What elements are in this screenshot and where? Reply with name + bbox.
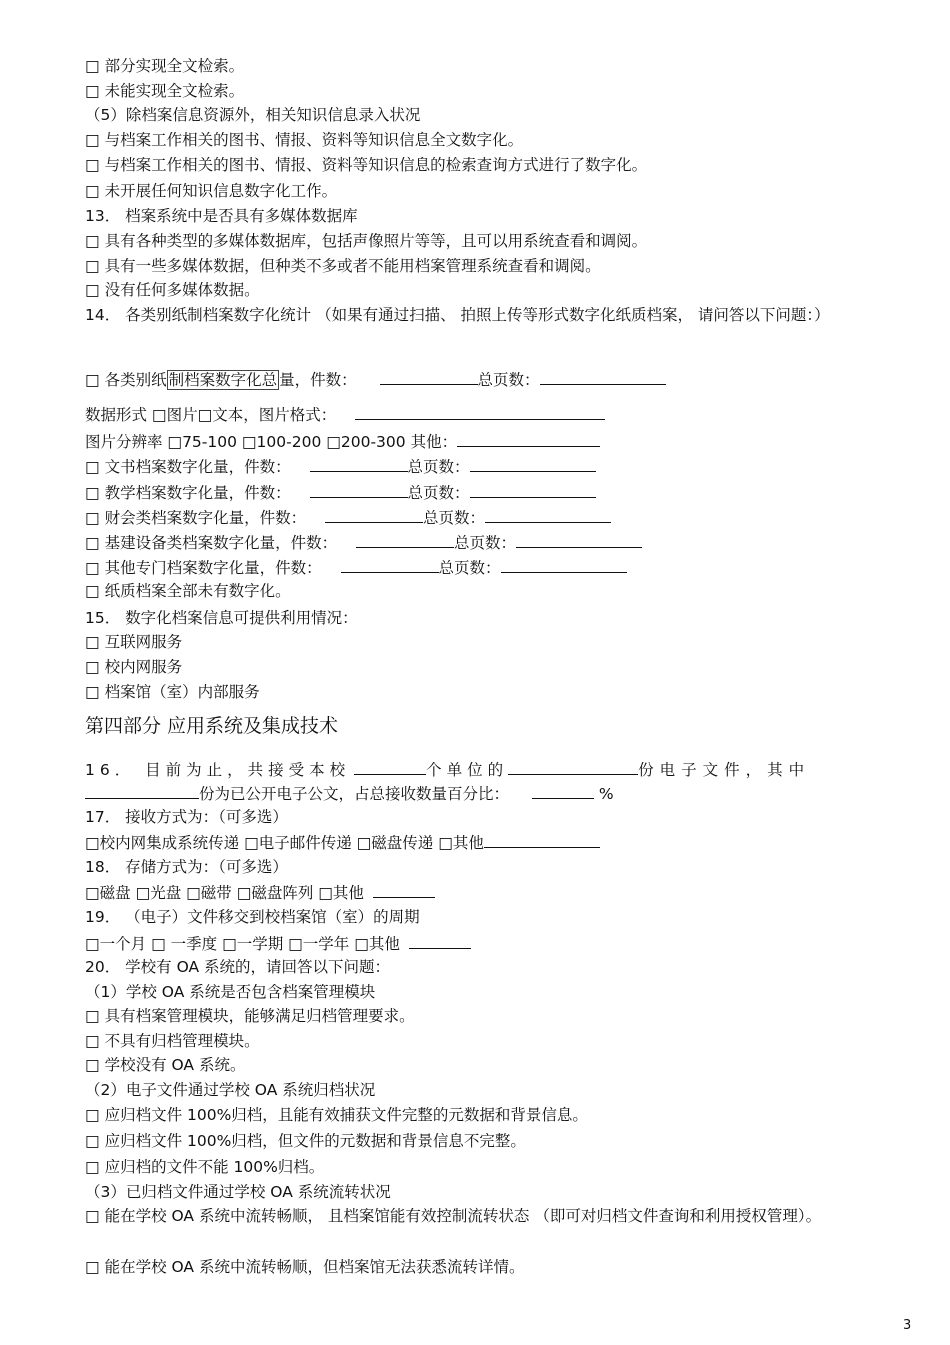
storage-options-row (85, 881, 435, 903)
subquestion-5: （5）除档案信息资源外，相关知识信息录入状况 (85, 106, 421, 124)
fin-count-blank[interactable] (325, 506, 423, 523)
pages-label: 总页数： (477, 371, 540, 389)
con-pages-label: 总页数： (454, 534, 517, 552)
data-form-row (85, 403, 605, 425)
option-intranet: □ 校内网服务 (85, 658, 183, 676)
q16-text-3: 份电子文件，其中 (638, 761, 811, 779)
option-multimedia-some: □ 具有一些多媒体数据，但种类不多或者不能用档案管理系统查看和调阅。 (85, 257, 601, 275)
option-has-module: □ 具有档案管理模块，能够满足归档管理要求。 (85, 1007, 415, 1025)
resolution-row (85, 430, 600, 452)
resolution-other-blank[interactable] (457, 430, 600, 447)
finance-archive-label: □ 财会类档案数字化量，件数： (85, 509, 307, 527)
option-flow-uncontrolled: □ 能在学校 OA 系统中流转畅顺，但档案馆无法获悉流转详情。 (85, 1258, 525, 1276)
question-16-cont (85, 782, 614, 804)
option-partial-archive: □ 应归档的文件不能 100%归档。 (85, 1158, 325, 1176)
other-archive-row (85, 556, 627, 578)
question-17: 17． 接收方式为：（可多选） (85, 808, 288, 826)
option-knowledge-fulltext: □ 与档案工作相关的图书、情报、资料等知识信息全文数字化。 (85, 131, 524, 149)
unit-count-blank[interactable] (354, 758, 426, 775)
total-label-1: □ 各类别纸 (85, 371, 167, 389)
storage-other-blank[interactable] (373, 881, 435, 898)
resolution-label: 图片分辨率 □75-100 □100-200 □200-300 其他： (85, 433, 458, 451)
file-count-blank[interactable] (508, 758, 638, 775)
question-13: 13． 档案系统中是否具有多媒体数据库 (85, 207, 358, 225)
period-other-blank[interactable] (409, 932, 471, 949)
doc-count-blank[interactable] (310, 455, 408, 472)
option-multimedia-full: □ 具有各种类型的多媒体数据库，包括声像照片等等，且可以用系统查看和调阅。 (85, 232, 648, 250)
subquestion-20-1: （1）学校 OA 系统是否包含档案管理模块 (85, 983, 376, 1001)
teaching-archive-label: □ 教学档案数字化量，件数： (85, 484, 291, 502)
question-14: 14． 各类别纸制档案数字化统计 （如果有通过扫描、 拍照上传等形式数字化纸质档案， 请问答以下问题：） (85, 306, 830, 324)
question-19: 19． （电子）文件移交到校档案馆（室）的周期 (85, 908, 420, 926)
percent-blank[interactable] (532, 782, 594, 799)
receive-other-blank[interactable] (484, 831, 600, 848)
option-no-module: □ 不具有归档管理模块。 (85, 1032, 260, 1050)
teach-pages-label: 总页数： (407, 484, 470, 502)
option-multimedia-none: □ 没有任何多媒体数据。 (85, 281, 260, 299)
option-no-fulltext: □ 未能实现全文检索。 (85, 82, 245, 100)
count-blank[interactable] (380, 368, 478, 385)
receive-options: □校内网集成系统传递 □电子邮件传递 □磁盘传递 □其他 (85, 834, 484, 852)
oth-count-blank[interactable] (341, 556, 439, 573)
percent-sign: % (598, 785, 614, 803)
option-internet: □ 互联网服务 (85, 633, 183, 651)
image-format-blank[interactable] (355, 403, 605, 420)
oth-pages-blank[interactable] (501, 556, 627, 573)
other-archive-label: □ 其他专门档案数字化量，件数： (85, 559, 322, 577)
option-full-archive-incomplete: □ 应归档文件 100%归档，但文件的元数据和背景信息不完整。 (85, 1132, 526, 1150)
total-label-2: 量，件数： (279, 371, 357, 389)
fin-pages-blank[interactable] (485, 506, 611, 523)
question-18: 18． 存储方式为：（可多选） (85, 858, 288, 876)
q16-text-2: 个单位的 (426, 761, 509, 779)
option-not-digitized: □ 纸质档案全部未有数字化。 (85, 582, 291, 600)
storage-options: □磁盘 □光盘 □磁带 □磁盘阵列 □其他 (85, 884, 364, 902)
question-20: 20． 学校有 OA 系统的，请回答以下问题： (85, 958, 391, 976)
q16-text-1: 16． 目前为止，共接受本校 (85, 761, 351, 779)
construction-archive-row (85, 531, 642, 553)
option-full-archive-complete: □ 应归档文件 100%归档，且能有效捕获文件完整的元数据和背景信息。 (85, 1106, 588, 1124)
oth-pages-label: 总页数： (438, 559, 501, 577)
con-count-blank[interactable] (356, 531, 454, 548)
receive-options-row (85, 831, 600, 853)
finance-archive-row (85, 506, 611, 528)
data-form-label: 数据形式 □图片□文本，图片格式： (85, 406, 337, 424)
document-archive-row (85, 455, 596, 477)
period-options: □一个月 □ 一季度 □一学期 □一学年 □其他 (85, 935, 400, 953)
public-count-blank[interactable] (85, 782, 199, 799)
option-internal: □ 档案馆（室）内部服务 (85, 683, 260, 701)
option-no-knowledge: □ 未开展任何知识信息数字化工作。 (85, 182, 338, 200)
question-15: 15． 数字化档案信息可提供利用情况： (85, 609, 358, 627)
page-number: 3 (903, 1318, 912, 1333)
option-partial-fulltext: □ 部分实现全文检索。 (85, 57, 245, 75)
selected-text-box: 制档案数字化总 (168, 371, 278, 389)
doc-pages-label: 总页数： (407, 458, 470, 476)
option-knowledge-search: □ 与档案工作相关的图书、情报、资料等知识信息的检索查询方式进行了数字化。 (85, 156, 648, 174)
q16-text-4: 份为已公开电子公文，占总接收数量百分比： (199, 785, 510, 803)
fin-pages-label: 总页数： (423, 509, 486, 527)
option-no-oa: □ 学校没有 OA 系统。 (85, 1056, 246, 1074)
construction-archive-label: □ 基建设备类档案数字化量，件数： (85, 534, 338, 552)
teach-count-blank[interactable] (310, 481, 408, 498)
section-heading: 第四部分 应用系统及集成技术 (85, 715, 339, 737)
teach-pages-blank[interactable] (470, 481, 596, 498)
subquestion-20-3: （3）已归档文件通过学校 OA 系统流转状况 (85, 1183, 391, 1201)
con-pages-blank[interactable] (516, 531, 642, 548)
document-archive-label: □ 文书档案数字化量，件数： (85, 458, 291, 476)
option-flow-controlled: □ 能在学校 OA 系统中流转畅顺， 且档案馆能有效控制流转状态 （即可对归档文件查询和利用授权管理）。 (85, 1207, 822, 1225)
question-16 (85, 758, 810, 780)
total-digitized-row (85, 368, 666, 390)
subquestion-20-2: （2）电子文件通过学校 OA 系统归档状况 (85, 1081, 376, 1099)
doc-pages-blank[interactable] (470, 455, 596, 472)
pages-blank[interactable] (540, 368, 666, 385)
period-options-row (85, 932, 471, 954)
teaching-archive-row (85, 481, 596, 503)
